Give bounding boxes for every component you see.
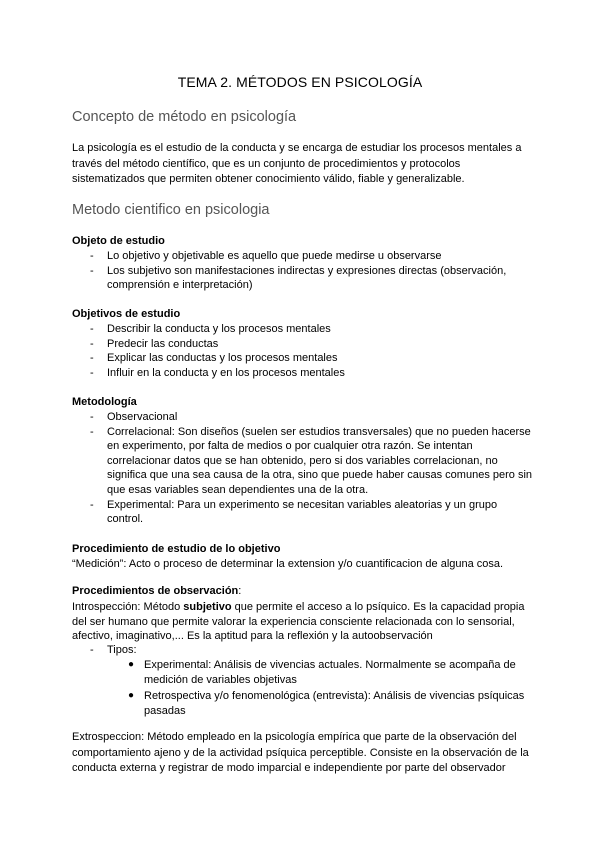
- list-item: - Tipos:: [90, 644, 137, 656]
- list-item: - Correlacional: Son diseños (suelen ser estudios transversales) que no pueden hacerse en experimento, por falta de medios o por cualquier otra razón. Se intentan correlacionar datos que se han obtenido, pero si dos variables correlacionan, no significa que una sea causa de la otra, sino que puede haber causas comunes pero sin que esas variables sean dependientes una de la otra.: [90, 425, 533, 496]
- list-item: - Influir en la conducta y en los procesos mentales: [90, 366, 345, 379]
- section-heading-metodo: Metodo cientifico en psicologia: [72, 202, 270, 218]
- introspeccion-paragraph: Introspección: Método subjetivo que permite el acceso a lo psíquico. Es la capacidad propia del ser humano que permite valorar la experiencia consciente relacionada con lo sensorial, afectivo, imaginativo,... Es la aptitud para la reflexión y la autoobservación: [72, 601, 525, 643]
- list-item: ● Experimental: Análisis de vivencias actuales. Normalmente se acompaña de medición de variables objetivas: [128, 659, 516, 686]
- tipos-sublist: [72, 658, 532, 720]
- extrospeccion-paragraph: Extrospeccion: Método empleado en la psicología empírica que parte de la observación del comportamiento ajeno y de la actividad psíquica perceptible. Consiste en la observación de la conducta externa y registrar de modo imparcial e independiente por parte del observador: [72, 731, 529, 775]
- objetivos-list: [72, 322, 532, 380]
- list-item: - Explicar las conductas y los procesos mentales: [90, 352, 338, 365]
- procedimiento-heading: Procedimiento de estudio de lo objetivo: [72, 543, 281, 555]
- list-item: - Observacional: [90, 411, 178, 423]
- concepto-paragraph: La psicología es el estudio de la conducta y se encarga de estudiar los procesos mentales a través del método científico, que es un conjunto de procedimientos y protocolos sistematizados que permiten obtener conocimiento válido, fiable y generalizable.: [72, 142, 522, 186]
- procedimiento-text: “Medición”: Acto o proceso de determinar la extension y/o cuantificacion de alguna cosa.: [72, 558, 504, 570]
- objeto-heading: Objeto de estudio: [72, 235, 165, 247]
- section-heading-concepto: Concepto de método en psicología: [72, 109, 297, 125]
- objetivos-heading: Objetivos de estudio: [72, 308, 181, 320]
- tipos-list: [72, 643, 532, 658]
- list-item: - Predecir las conductas: [90, 337, 219, 350]
- metodologia-list: [72, 410, 534, 527]
- metodologia-heading: Metodología: [72, 396, 137, 408]
- page-title: TEMA 2. MÉTODOS EN PSICOLOGÍA: [177, 74, 423, 90]
- list-item: ● Retrospectiva y/o fenomenológica (entrevista): Análisis de vivencias psíquicas pasadas: [128, 690, 525, 717]
- list-item: - Experimental: Para un experimento se necesitan variables aleatorias y un grupo control.: [90, 498, 498, 526]
- list-item: - Describir la conducta y los procesos mentales: [90, 323, 331, 335]
- observacion-heading: Procedimientos de observación:: [72, 585, 242, 597]
- list-item: - Los subjetivo son manifestaciones indirectas y expresiones directas (observación, comprensión e interpretación): [90, 264, 507, 292]
- list-item: - Lo objetivo y objetivable es aquello que puede medirse u observarse: [90, 250, 442, 262]
- objeto-list: [72, 249, 532, 293]
